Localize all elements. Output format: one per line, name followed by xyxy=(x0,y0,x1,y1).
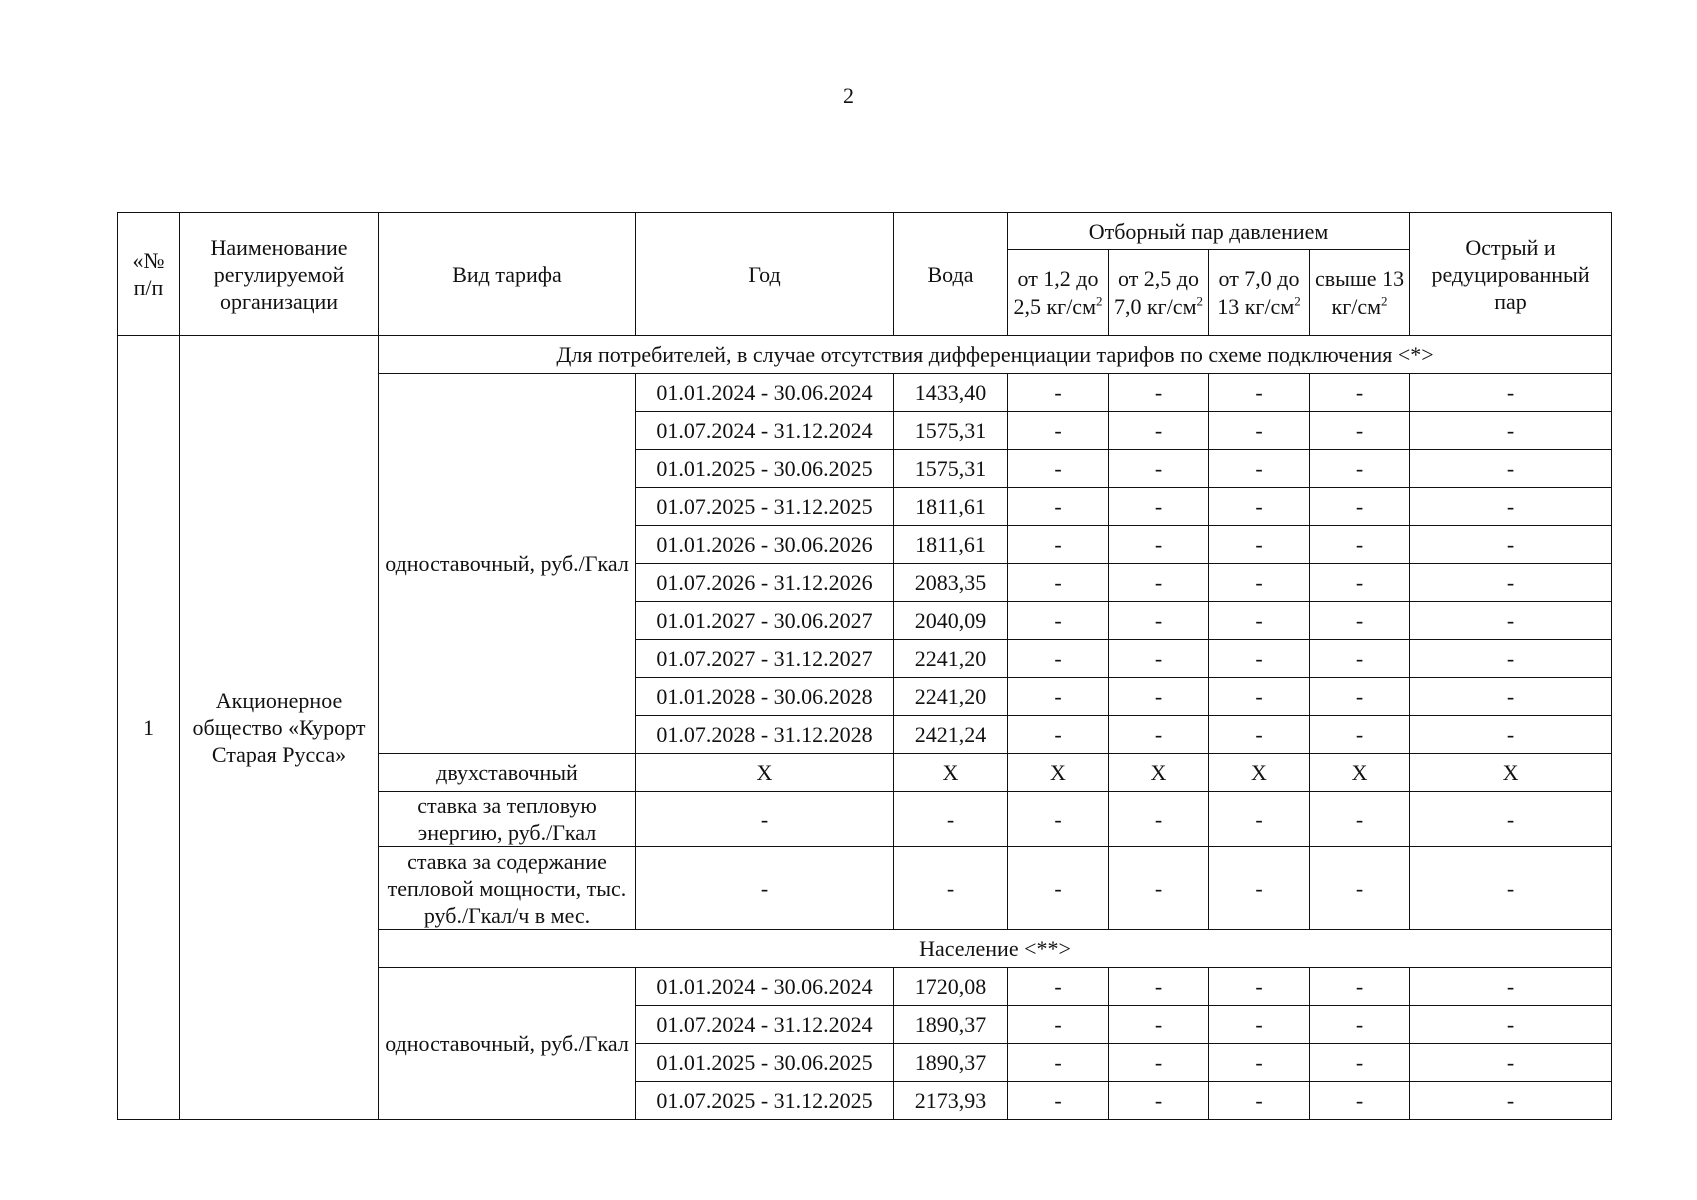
value-cell-p4: - xyxy=(1310,564,1410,602)
value-cell-p2: - xyxy=(1109,526,1209,564)
water-value: 1575,31 xyxy=(894,450,1008,488)
value-cell-p4: - xyxy=(1310,968,1410,1006)
value-cell-p3: - xyxy=(1209,412,1310,450)
value-cell-p3: - xyxy=(1209,968,1310,1006)
value-cell-p4: - xyxy=(1310,640,1410,678)
energy-rate-cell: - xyxy=(1310,792,1410,847)
header-water: Вода xyxy=(894,213,1008,336)
org-number: 1 xyxy=(118,336,180,1120)
water-value: 1575,31 xyxy=(894,412,1008,450)
table-header xyxy=(118,213,1612,336)
header-organization: Наименование регулируемой организации xyxy=(180,213,379,336)
capacity-rate-label: ставка за содержание тепловой мощности, тыс. руб./Гкал/ч в мес. xyxy=(379,847,636,930)
capacity-rate-cell: - xyxy=(1008,847,1109,930)
value-cell-p4: - xyxy=(1310,1082,1410,1120)
value-cell-sharp: - xyxy=(1410,374,1612,412)
header-pressure-1-sup: 2 xyxy=(1096,293,1103,309)
value-cell-p2: - xyxy=(1109,374,1209,412)
energy-rate-label: ставка за тепловую энергию, руб./Гкал xyxy=(379,792,636,847)
value-cell-p4: - xyxy=(1310,526,1410,564)
value-cell-sharp: - xyxy=(1410,1044,1612,1082)
value-cell-p2: - xyxy=(1109,678,1209,716)
value-cell-sharp: - xyxy=(1410,968,1612,1006)
period-cell: 01.01.2024 - 30.06.2024 xyxy=(636,374,894,412)
value-cell-p3: - xyxy=(1209,374,1310,412)
value-cell-p4: - xyxy=(1310,1006,1410,1044)
value-cell-p2: - xyxy=(1109,1082,1209,1120)
water-value: 1890,37 xyxy=(894,1044,1008,1082)
value-cell-sharp: - xyxy=(1410,1082,1612,1120)
water-value: 2421,24 xyxy=(894,716,1008,754)
water-value: 2083,35 xyxy=(894,564,1008,602)
value-cell-sharp: - xyxy=(1410,1006,1612,1044)
value-cell-sharp: - xyxy=(1410,640,1612,678)
two-rate-cell: X xyxy=(894,754,1008,792)
header-pressure-4 xyxy=(1310,250,1410,336)
value-cell-p1: - xyxy=(1008,412,1109,450)
value-cell-p1: - xyxy=(1008,716,1109,754)
header-number: «№ п/п xyxy=(118,213,180,336)
header-sharp-steam: Острый и редуцированный пар xyxy=(1410,213,1612,336)
value-cell-p3: - xyxy=(1209,488,1310,526)
water-value: 1433,40 xyxy=(894,374,1008,412)
header-pressure-4-sup: 2 xyxy=(1381,293,1388,309)
page-number: 2 xyxy=(843,83,854,108)
value-cell-p2: - xyxy=(1109,488,1209,526)
header-pressure-2-sup: 2 xyxy=(1196,293,1203,309)
capacity-rate-cell: - xyxy=(1310,847,1410,930)
table-body xyxy=(118,336,1612,1120)
value-cell-p2: - xyxy=(1109,450,1209,488)
energy-rate-cell: - xyxy=(1008,792,1109,847)
period-cell: 01.01.2025 - 30.06.2025 xyxy=(636,450,894,488)
value-cell-sharp: - xyxy=(1410,716,1612,754)
period-cell: 01.07.2027 - 31.12.2027 xyxy=(636,640,894,678)
value-cell-p2: - xyxy=(1109,968,1209,1006)
water-value: 2173,93 xyxy=(894,1082,1008,1120)
value-cell-sharp: - xyxy=(1410,678,1612,716)
capacity-rate-cell: - xyxy=(1410,847,1612,930)
value-cell-p2: - xyxy=(1109,412,1209,450)
value-cell-p2: - xyxy=(1109,640,1209,678)
header-pressure-4-label: свыше 13 кг/см xyxy=(1314,265,1405,319)
value-cell-sharp: - xyxy=(1410,526,1612,564)
water-value: 2241,20 xyxy=(894,678,1008,716)
energy-rate-cell: - xyxy=(636,792,894,847)
period-cell: 01.07.2024 - 31.12.2024 xyxy=(636,412,894,450)
value-cell-p1: - xyxy=(1008,678,1109,716)
two-rate-label: двухставочный xyxy=(379,754,636,792)
value-cell-p2: - xyxy=(1109,602,1209,640)
value-cell-sharp: - xyxy=(1410,488,1612,526)
period-cell: 01.07.2028 - 31.12.2028 xyxy=(636,716,894,754)
two-rate-cell: X xyxy=(1209,754,1310,792)
period-cell: 01.01.2028 - 30.06.2028 xyxy=(636,678,894,716)
water-value: 1811,61 xyxy=(894,488,1008,526)
period-cell: 01.01.2025 - 30.06.2025 xyxy=(636,1044,894,1082)
value-cell-p1: - xyxy=(1008,450,1109,488)
value-cell-p3: - xyxy=(1209,1082,1310,1120)
value-cell-p3: - xyxy=(1209,450,1310,488)
value-cell-p1: - xyxy=(1008,374,1109,412)
period-cell: 01.07.2025 - 31.12.2025 xyxy=(636,1082,894,1120)
value-cell-p4: - xyxy=(1310,678,1410,716)
energy-rate-cell: - xyxy=(1109,792,1209,847)
period-cell: 01.01.2027 - 30.06.2027 xyxy=(636,602,894,640)
value-cell-p4: - xyxy=(1310,602,1410,640)
period-cell: 01.01.2024 - 30.06.2024 xyxy=(636,968,894,1006)
single-rate-label: одноставочный, руб./Гкал xyxy=(379,968,636,1120)
header-pressure-2 xyxy=(1109,250,1209,336)
header-pressure-3-sup: 2 xyxy=(1294,293,1301,309)
header-pressure-1 xyxy=(1008,250,1109,336)
header-pressure-2-label: от 2,5 до 7,0 кг/см xyxy=(1113,265,1200,319)
tariff-table xyxy=(117,212,1612,1120)
value-cell-p2: - xyxy=(1109,564,1209,602)
header-selected-steam: Отборный пар давлением xyxy=(1008,213,1410,250)
value-cell-p3: - xyxy=(1209,678,1310,716)
value-cell-p1: - xyxy=(1008,1006,1109,1044)
value-cell-p1: - xyxy=(1008,564,1109,602)
value-cell-p1: - xyxy=(1008,526,1109,564)
value-cell-p4: - xyxy=(1310,450,1410,488)
value-cell-p3: - xyxy=(1209,640,1310,678)
header-tariff-type: Вид тарифа xyxy=(379,213,636,336)
value-cell-p4: - xyxy=(1310,374,1410,412)
energy-rate-cell: - xyxy=(894,792,1008,847)
value-cell-p2: - xyxy=(1109,1044,1209,1082)
value-cell-p3: - xyxy=(1209,1044,1310,1082)
two-rate-cell: X xyxy=(1008,754,1109,792)
header-pressure-3-label: от 7,0 до 13 кг/см xyxy=(1217,265,1300,319)
value-cell-p3: - xyxy=(1209,526,1310,564)
value-cell-p1: - xyxy=(1008,1044,1109,1082)
value-cell-sharp: - xyxy=(1410,412,1612,450)
water-value: 1720,08 xyxy=(894,968,1008,1006)
water-value: 2241,20 xyxy=(894,640,1008,678)
section-title-consumers: Для потребителей, в случае отсутствия дифференциации тарифов по схеме подключения <*> xyxy=(379,336,1612,374)
capacity-rate-cell: - xyxy=(894,847,1008,930)
value-cell-p1: - xyxy=(1008,1082,1109,1120)
org-name: Акционерное общество «Курорт Старая Русса» xyxy=(180,336,379,1120)
capacity-rate-cell: - xyxy=(1109,847,1209,930)
header-year: Год xyxy=(636,213,894,336)
single-rate-label: одноставочный, руб./Гкал xyxy=(379,374,636,754)
period-cell: 01.01.2026 - 30.06.2026 xyxy=(636,526,894,564)
value-cell-p2: - xyxy=(1109,716,1209,754)
value-cell-sharp: - xyxy=(1410,602,1612,640)
period-cell: 01.07.2026 - 31.12.2026 xyxy=(636,564,894,602)
water-value: 2040,09 xyxy=(894,602,1008,640)
water-value: 1811,61 xyxy=(894,526,1008,564)
value-cell-p3: - xyxy=(1209,564,1310,602)
value-cell-p2: - xyxy=(1109,1006,1209,1044)
two-rate-cell: X xyxy=(1410,754,1612,792)
value-cell-p1: - xyxy=(1008,602,1109,640)
energy-rate-cell: - xyxy=(1209,792,1310,847)
two-rate-cell: X xyxy=(636,754,894,792)
header-pressure-1-label: от 1,2 до 2,5 кг/см xyxy=(1013,265,1099,319)
value-cell-p4: - xyxy=(1310,1044,1410,1082)
value-cell-p4: - xyxy=(1310,412,1410,450)
value-cell-p3: - xyxy=(1209,1006,1310,1044)
energy-rate-cell: - xyxy=(1410,792,1612,847)
value-cell-sharp: - xyxy=(1410,450,1612,488)
water-value: 1890,37 xyxy=(894,1006,1008,1044)
two-rate-cell: X xyxy=(1109,754,1209,792)
value-cell-p4: - xyxy=(1310,716,1410,754)
value-cell-p3: - xyxy=(1209,716,1310,754)
value-cell-p3: - xyxy=(1209,602,1310,640)
value-cell-p4: - xyxy=(1310,488,1410,526)
period-cell: 01.07.2024 - 31.12.2024 xyxy=(636,1006,894,1044)
capacity-rate-cell: - xyxy=(1209,847,1310,930)
value-cell-p1: - xyxy=(1008,488,1109,526)
value-cell-p1: - xyxy=(1008,640,1109,678)
section-title-population: Население <**> xyxy=(379,930,1612,968)
value-cell-sharp: - xyxy=(1410,564,1612,602)
period-cell: 01.07.2025 - 31.12.2025 xyxy=(636,488,894,526)
capacity-rate-cell: - xyxy=(636,847,894,930)
value-cell-p1: - xyxy=(1008,968,1109,1006)
two-rate-cell: X xyxy=(1310,754,1410,792)
header-pressure-3 xyxy=(1209,250,1310,336)
